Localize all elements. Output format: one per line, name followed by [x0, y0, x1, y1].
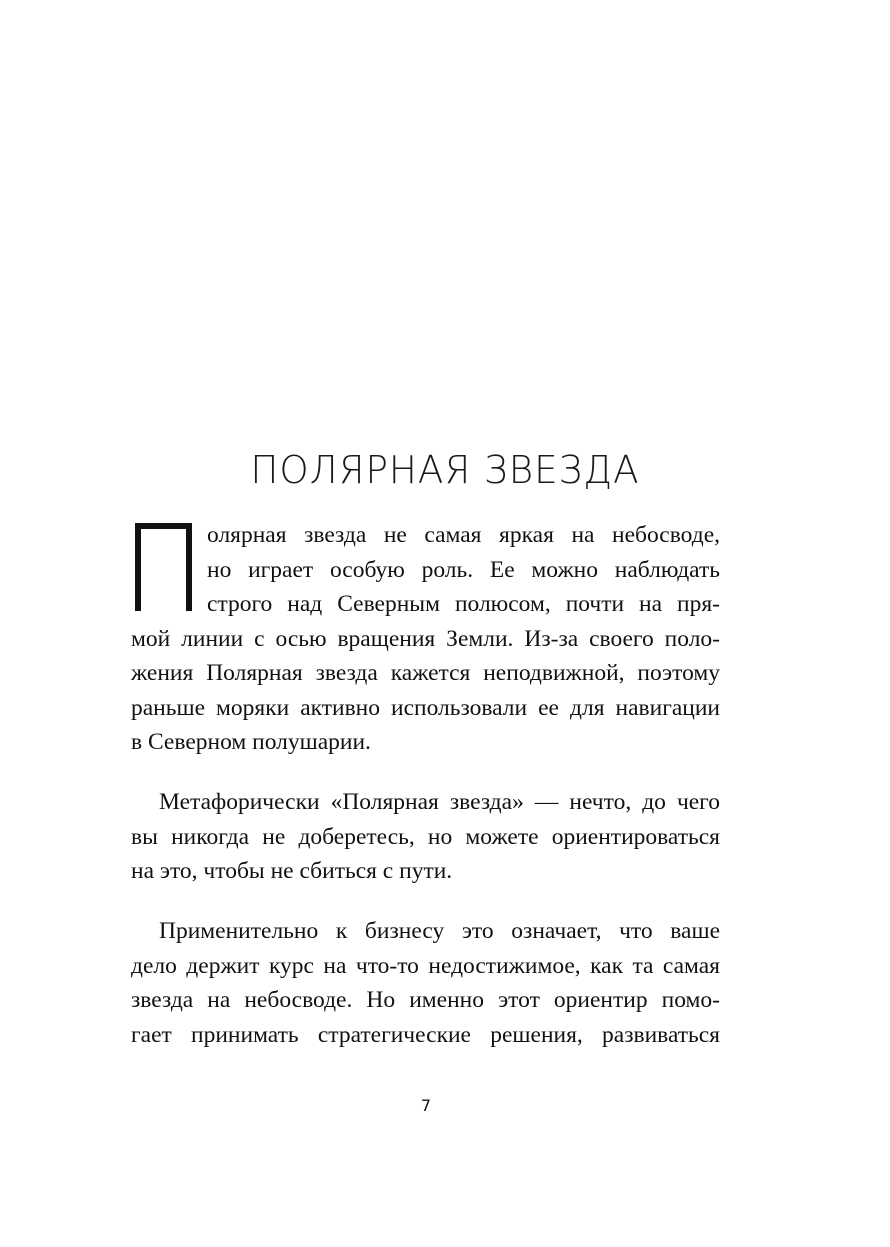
text-line: в Северном полушарии.: [131, 729, 371, 755]
text-line: Применительно к бизнесу это означает, что ваше: [159, 918, 720, 944]
paragraph-1: [131, 518, 720, 760]
text-line: гает принимать стратегические решения, развиваться: [131, 1021, 720, 1048]
text-line: строго над Северным полюсом, почти на пря-: [207, 591, 720, 617]
text-line: мой линии с осью вращения Земли. Из-за своего поло-: [131, 625, 720, 652]
paragraph-2: [131, 785, 720, 889]
text-line: вы никогда не доберетесь, но можете ориентироваться: [131, 823, 720, 850]
text-line: но играет особую роль. Ее можно наблюдать: [207, 556, 720, 583]
text-line: на это, чтобы не сбиться с пути.: [131, 858, 453, 884]
text-line: Метафорически «Полярная звезда» — нечто, до чего: [159, 789, 720, 815]
text-line: дело держит курс на что-то недостижимое, как та самая: [131, 952, 720, 979]
text-line: жения Полярная звезда кажется неподвижной, поэтому: [131, 660, 720, 686]
chapter-title: ПОЛЯРНАЯ ЗВЕЗДА: [250, 448, 640, 492]
text-line: олярная звезда не самая яркая на небосводе,: [207, 522, 720, 548]
text-line: звезда на небосводе. Но именно этот ориентир помо-: [131, 987, 720, 1013]
paragraph-3: [131, 914, 720, 1052]
text-line: раньше моряки активно использовали ее для навигации: [131, 694, 720, 721]
page-number: 7: [420, 1096, 432, 1115]
